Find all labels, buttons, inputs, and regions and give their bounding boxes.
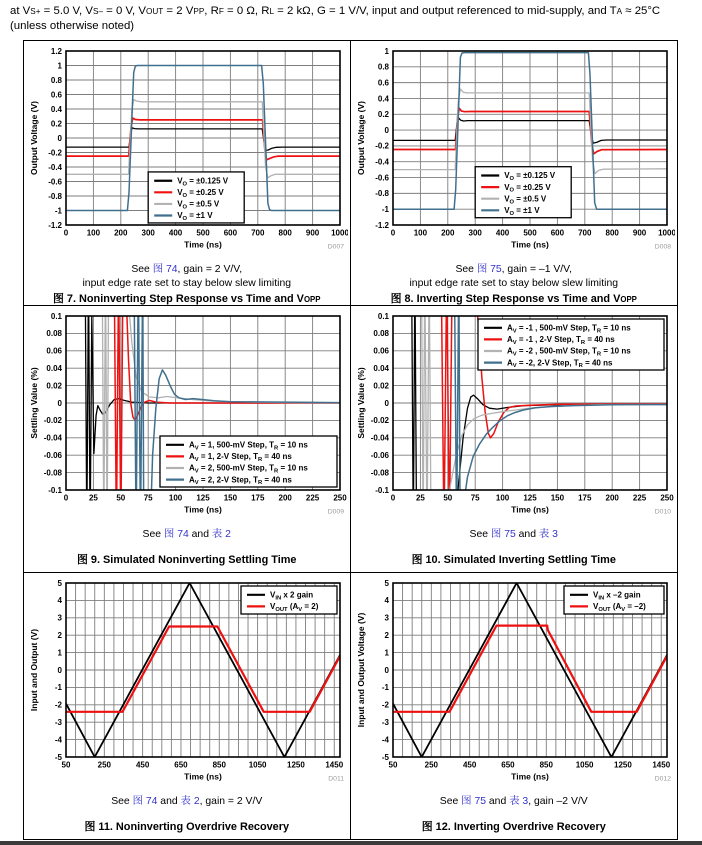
svg-text:VIN x 2 gain: $V_{IN}$ x 2 gain [269,590,313,602]
svg-text:-0.06: -0.06 [43,451,62,460]
svg-text:1: 1 [57,61,62,71]
svg-text:50: 50 [388,760,398,770]
figure-note: See 图 75, gain = –1 V/V, input edge rate set to stay below slew limiting [409,264,618,289]
svg-text:-0.6: -0.6 [374,173,389,183]
svg-text:VO = ±0.25 V: $V_O = \pm 0.25$ V [503,182,551,194]
figure-note: See 图 75 and 表 3 [469,529,558,540]
svg-text:0.6: 0.6 [50,90,62,100]
svg-text:0.4: 0.4 [50,104,62,114]
svg-text:400: 400 [168,228,183,238]
svg-text:AV = -1 , 2-V Step, TR = 40 ns: $A_V = -1$ , 2-V Step, $T_R = 40$ ns [506,335,615,346]
svg-text:1: 1 [384,648,389,658]
svg-text:-0.08: -0.08 [43,468,62,478]
svg-text:VO = ±0.5 V: $V_O = \pm 0.5$ V [176,199,219,211]
svg-text:-0.8: -0.8 [374,189,389,199]
svg-text:AV = -1 , 500-mV Step, TR = 10: $A_V = -1$ , 500-mV Step, $T_R = 10$ ns [506,323,631,335]
svg-text:Time (ns): Time (ns) [510,504,549,515]
svg-text:0.02: 0.02 [46,381,62,391]
svg-text:900: 900 [305,228,320,238]
svg-text:0: 0 [390,493,395,503]
svg-text:500: 500 [523,228,537,238]
svg-text:AV = -2, 2-V Step, TR = 40 ns: $A_V = -2$, 2-V Step, $T_R = 40$ ns [506,358,613,370]
svg-text:-0.8: -0.8 [47,191,62,201]
svg-text:D007: D007 [327,243,344,251]
svg-text:AV = 2, 2-V Step, TR = 40 ns: $A_V = 2$, 2-V Step, $T_R = 40$ ns [188,475,292,487]
svg-text:D010: D010 [654,508,671,516]
svg-text:4: 4 [384,596,389,606]
svg-text:0: 0 [384,125,389,135]
svg-text:900: 900 [632,228,647,238]
chart-noninverting-overdrive-recovery [26,577,348,787]
svg-text:-0.04: -0.04 [43,433,62,443]
svg-text:250: 250 [660,493,674,503]
svg-text:AV = 1, 2-V Step, TR = 40 ns: $A_V = 1$, 2-V Step, $T_R = 40$ ns [188,452,292,463]
svg-text:400: 400 [495,228,510,238]
chart-inverting-step-response [353,45,675,255]
svg-text:-0.06: -0.06 [370,451,389,460]
svg-text:25: 25 [88,493,98,503]
svg-text:1050: 1050 [248,760,267,770]
svg-text:175: 175 [577,493,592,503]
svg-text:700: 700 [577,228,592,238]
svg-text:150: 150 [550,493,564,503]
figure-note: See 图 75 and 表 3, gain –2 V/V [439,796,588,807]
svg-text:1450: 1450 [652,760,670,770]
svg-text:VO = ±0.25 V: $V_O = \pm 0.25$ V [176,188,224,199]
doc-link[interactable]: 图 75 [461,796,487,807]
svg-text:Input and Output (V): Input and Output (V) [28,628,39,712]
svg-text:1.2: 1.2 [50,46,62,56]
svg-text:0.04: 0.04 [46,364,62,373]
svg-text:125: 125 [196,493,210,503]
svg-text:-2: -2 [381,700,389,710]
svg-text:300: 300 [141,228,155,238]
svg-text:D009: D009 [327,508,344,516]
svg-text:-2: -2 [54,700,62,710]
svg-text:1450: 1450 [325,760,343,770]
svg-text:Time (ns): Time (ns) [510,239,549,250]
svg-text:250: 250 [333,493,347,503]
svg-text:500: 500 [196,228,210,238]
svg-text:AV = -2 , 500-mV Step, TR = 10: $A_V = -2$ , 500-mV Step, $T_R = 10$ ns [506,346,631,358]
svg-text:VOUT (AV = 2): $V_{OUT}$ $(A_V = 2)$ [269,602,319,613]
figure-caption: 图 9. Simulated Noninverting Settling Time [77,554,297,566]
doc-link[interactable]: 图 74 [132,796,158,807]
svg-text:-1: -1 [381,683,389,693]
svg-text:-5: -5 [381,752,389,762]
svg-text:-0.4: -0.4 [374,157,389,167]
svg-text:0.06: 0.06 [373,346,389,356]
figures-grid [23,40,678,840]
svg-text:-1.2: -1.2 [47,220,62,230]
svg-text:Settling Value (%): Settling Value (%) [28,367,39,439]
svg-text:-0.4: -0.4 [47,162,62,172]
svg-text:250: 250 [97,760,111,770]
svg-text:200: 200 [605,493,619,503]
svg-text:75: 75 [470,493,480,503]
svg-text:0.8: 0.8 [50,75,62,85]
svg-text:-0.1: -0.1 [47,485,62,495]
svg-text:1050: 1050 [575,760,594,770]
svg-text:D008: D008 [654,243,671,251]
svg-text:0.04: 0.04 [373,364,389,373]
chart-noninverting-step-response [26,45,348,255]
svg-text:200: 200 [113,228,128,238]
svg-text:D011: D011 [328,775,344,783]
svg-text:50: 50 [61,760,71,770]
svg-text:100: 100 [86,228,100,238]
svg-text:0: 0 [384,665,389,675]
svg-text:-5: -5 [54,752,62,762]
svg-text:Time (ns): Time (ns) [510,771,549,782]
svg-text:D012: D012 [654,775,671,783]
svg-text:0.1: 0.1 [50,311,62,321]
figure-note: See 图 74 and 表 2, gain = 2 V/V [111,796,263,807]
svg-text:700: 700 [250,228,265,238]
figure-cell-fig10 [351,306,678,573]
svg-text:VO = ±0.125 V: $V_O = \pm 0.125$ V [176,176,228,188]
svg-text:100: 100 [495,493,510,503]
svg-text:150: 150 [223,493,237,503]
svg-text:125: 125 [523,493,537,503]
svg-text:4: 4 [57,596,62,606]
doc-link[interactable]: 图 75 [476,264,502,275]
svg-text:AV = 1, 500-mV Step, TR = 10 n: $A_V = 1$, 500-mV Step, $T_R = 10$ ns [188,440,308,452]
svg-text:100: 100 [413,228,427,238]
chart-noninverting-settling-time [26,310,348,520]
svg-text:-1: -1 [54,206,62,216]
doc-link[interactable]: 表 2 [180,796,200,807]
svg-text:Time (ns): Time (ns) [183,771,222,782]
svg-text:0: 0 [63,493,68,503]
figure-caption: 图 10. Simulated Inverting Settling Time [411,554,616,566]
svg-text:VO = ±1 V: $V_O = \pm 1$ V [176,211,213,223]
svg-text:Input and Output Voltage (V): Input and Output Voltage (V) [355,612,366,728]
svg-text:VO = ±0.5 V: $V_O = \pm 0.5$ V [503,194,546,206]
svg-text:-0.02: -0.02 [43,416,62,426]
svg-text:Time (ns): Time (ns) [183,504,222,515]
svg-text:600: 600 [223,228,237,238]
svg-text:0.4: 0.4 [377,94,389,104]
svg-text:300: 300 [468,228,482,238]
svg-text:650: 650 [501,760,515,770]
svg-text:600: 600 [550,228,564,238]
svg-text:1000: 1000 [330,228,348,238]
svg-text:-1.2: -1.2 [374,220,389,230]
svg-text:2: 2 [57,631,62,640]
svg-text:-4: -4 [54,735,62,745]
svg-text:-0.08: -0.08 [370,468,389,478]
svg-text:0.8: 0.8 [377,62,389,72]
svg-text:2: 2 [384,631,389,640]
figure-caption: 图 8. Inverting Step Response vs Time and $V_{OPP}$ [390,293,637,306]
svg-text:VO = ±1 V: $V_O = \pm 1$ V [503,206,540,217]
svg-text:-0.6: -0.6 [47,177,62,187]
svg-text:0.1: 0.1 [377,311,389,321]
doc-link[interactable]: 表 3 [509,796,529,807]
svg-text:800: 800 [278,228,292,238]
svg-text:1250: 1250 [613,760,632,770]
figure-cell-fig8 [351,41,678,306]
svg-text:200: 200 [440,228,455,238]
svg-text:Time (ns): Time (ns) [183,239,222,250]
svg-text:50: 50 [443,493,453,503]
figure-cell-fig12 [351,573,678,839]
figure-caption: 图 12. Inverting Overdrive Recovery [421,821,606,833]
svg-text:0.06: 0.06 [46,346,62,356]
svg-text:5: 5 [384,578,389,588]
svg-text:Settling Value (%): Settling Value (%) [355,367,366,439]
svg-text:3: 3 [57,613,62,623]
svg-text:-3: -3 [54,718,62,727]
svg-text:1: 1 [57,648,62,658]
svg-text:5: 5 [57,578,62,588]
svg-text:225: 225 [305,493,320,503]
svg-text:Output Voltage (V): Output Voltage (V) [28,101,39,175]
svg-text:0.2: 0.2 [50,119,62,129]
svg-text:225: 225 [632,493,647,503]
svg-text:-3: -3 [381,718,389,727]
chart-inverting-settling-time [353,310,675,520]
svg-text:0.02: 0.02 [373,381,389,391]
svg-text:850: 850 [539,760,553,770]
svg-text:-0.2: -0.2 [47,148,62,158]
svg-text:0: 0 [384,398,389,408]
svg-text:0.2: 0.2 [377,110,389,120]
svg-text:0: 0 [57,398,62,408]
svg-text:-0.02: -0.02 [370,416,389,426]
svg-text:-1: -1 [381,204,389,214]
svg-text:1000: 1000 [657,228,675,238]
svg-text:-1: -1 [54,683,62,693]
svg-text:0.08: 0.08 [373,329,389,339]
chart-inverting-overdrive-recovery [353,577,675,787]
svg-text:450: 450 [462,760,477,770]
svg-text:3: 3 [384,613,389,623]
svg-text:1: 1 [384,46,389,56]
svg-text:200: 200 [278,493,292,503]
svg-text:75: 75 [143,493,153,503]
doc-link[interactable]: 图 74 [163,529,189,540]
figure-caption: 图 11. Noninverting Overdrive Recovery [84,821,290,833]
svg-text:0: 0 [63,228,68,238]
svg-text:25: 25 [415,493,425,503]
svg-text:175: 175 [250,493,265,503]
figure-cell-fig11 [24,573,351,839]
svg-text:800: 800 [605,228,619,238]
doc-link[interactable]: 图 74 [152,264,178,275]
doc-link[interactable]: 图 75 [490,529,516,540]
svg-text:450: 450 [135,760,150,770]
svg-text:VOUT (AV = –2): $V_{OUT}$ $(A_V = -2)$ [592,602,646,613]
figure-note: See 图 74, gain = 2 V/V, input edge rate set to stay below slew limiting [82,264,291,289]
svg-text:0: 0 [57,665,62,675]
svg-text:0.08: 0.08 [46,329,62,339]
svg-text:1250: 1250 [286,760,305,770]
svg-text:250: 250 [424,760,438,770]
conditions-header: at $V_{S+} = 5.0$ V, $V_{S-} = 0$ V, $V_{OUT} = 2$ $V_{PP}$, $R_F = 0$ Ω, $R_L = 2$ kΩ, G = 1 V/V, input and output referenced to mid-supply, and $T_A \approx 25^\circ C$ (unless otherwise noted) [10,5,661,32]
svg-text:-0.1: -0.1 [374,485,389,495]
svg-text:VO = ±0.125 V: $V_O = \pm 0.125$ V [503,171,555,183]
svg-text:-0.04: -0.04 [370,433,389,443]
svg-text:-4: -4 [381,735,389,745]
svg-text:650: 650 [174,760,188,770]
svg-text:0: 0 [57,133,62,143]
figure-cell-fig7 [24,41,351,306]
figure-cell-fig9 [24,306,351,573]
doc-link[interactable]: 表 2 [211,529,231,540]
svg-text:VIN x –2 gain: $V_{IN}$ x –2 gain [592,590,641,602]
figure-caption: 图 7. Noninverting Step Response vs Time and $V_{OPP}$ [53,293,321,306]
doc-link[interactable]: 表 3 [538,529,558,540]
svg-text:50: 50 [116,493,126,503]
svg-text:0.6: 0.6 [377,78,389,88]
svg-text:-0.2: -0.2 [374,141,389,151]
svg-text:100: 100 [168,493,183,503]
svg-text:AV = 2, 500-mV Step, TR = 10 n: $A_V = 2$, 500-mV Step, $T_R = 10$ ns [188,463,308,475]
svg-text:Output Voltage (V): Output Voltage (V) [355,101,366,175]
svg-text:850: 850 [212,760,226,770]
figure-note: See 图 74 and 表 2 [142,529,231,540]
page-footer-bar [0,841,702,845]
svg-text:0: 0 [390,228,395,238]
